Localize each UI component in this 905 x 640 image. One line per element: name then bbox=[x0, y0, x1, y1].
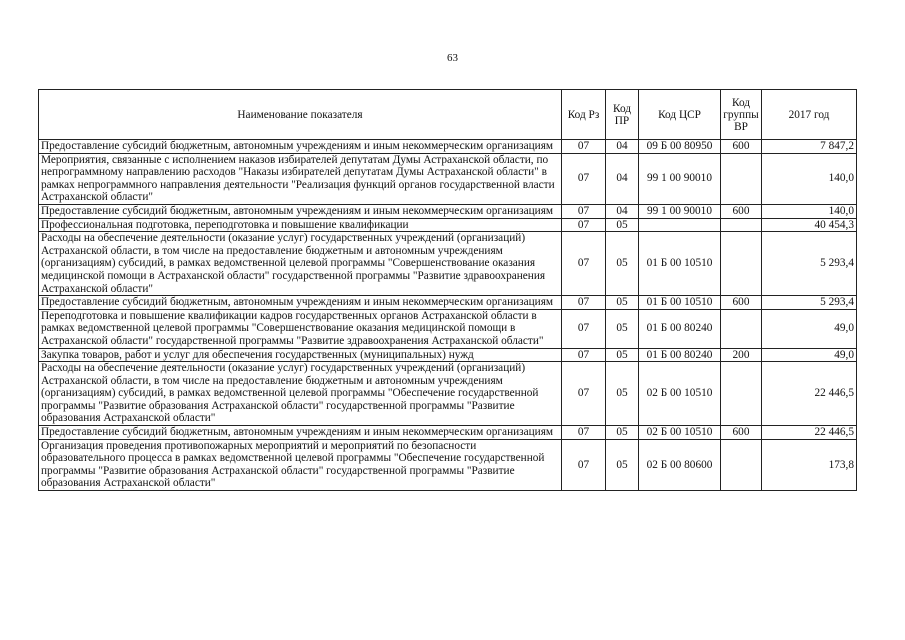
header-pr: Код ПР bbox=[606, 90, 639, 140]
page-number: 63 bbox=[447, 52, 458, 64]
row-rz: 07 bbox=[562, 362, 606, 426]
table-row bbox=[39, 232, 857, 296]
table-row bbox=[39, 296, 857, 310]
row-name: Профессиональная подготовка, переподготовка и повышение квалификации bbox=[39, 218, 562, 232]
row-amount: 40 454,3 bbox=[762, 218, 857, 232]
row-csr bbox=[639, 218, 721, 232]
row-vr: 200 bbox=[721, 348, 762, 362]
table-row bbox=[39, 362, 857, 426]
table-row bbox=[39, 439, 857, 490]
row-vr bbox=[721, 232, 762, 296]
table-row bbox=[39, 153, 857, 204]
row-amount: 5 293,4 bbox=[762, 232, 857, 296]
row-csr: 01 Б 00 80240 bbox=[639, 309, 721, 348]
row-name: Предоставление субсидий бюджетным, автономным учреждениям и иным некоммерческим организациям bbox=[39, 296, 562, 310]
table-row bbox=[39, 426, 857, 440]
row-rz: 07 bbox=[562, 296, 606, 310]
row-csr: 01 Б 00 80240 bbox=[639, 348, 721, 362]
table-row bbox=[39, 140, 857, 154]
row-amount: 140,0 bbox=[762, 153, 857, 204]
row-csr: 99 1 00 90010 bbox=[639, 153, 721, 204]
table-row bbox=[39, 218, 857, 232]
row-name: Предоставление субсидий бюджетным, автономным учреждениям и иным некоммерческим организациям bbox=[39, 426, 562, 440]
row-vr: 600 bbox=[721, 296, 762, 310]
row-amount: 49,0 bbox=[762, 309, 857, 348]
row-amount: 5 293,4 bbox=[762, 296, 857, 310]
row-pr: 05 bbox=[606, 218, 639, 232]
row-vr bbox=[721, 362, 762, 426]
row-name: Предоставление субсидий бюджетным, автономным учреждениям и иным некоммерческим организациям bbox=[39, 140, 562, 154]
header-rz: Код Рз bbox=[562, 90, 606, 140]
row-vr bbox=[721, 439, 762, 490]
row-rz: 07 bbox=[562, 309, 606, 348]
row-vr bbox=[721, 218, 762, 232]
budget-table bbox=[38, 89, 857, 491]
row-rz: 07 bbox=[562, 218, 606, 232]
row-amount: 7 847,2 bbox=[762, 140, 857, 154]
row-name: Предоставление субсидий бюджетным, автономным учреждениям и иным некоммерческим организациям bbox=[39, 204, 562, 218]
row-csr: 01 Б 00 10510 bbox=[639, 296, 721, 310]
row-rz: 07 bbox=[562, 232, 606, 296]
header-year: 2017 год bbox=[762, 90, 857, 140]
row-pr: 04 bbox=[606, 140, 639, 154]
row-rz: 07 bbox=[562, 439, 606, 490]
row-pr: 05 bbox=[606, 348, 639, 362]
row-rz: 07 bbox=[562, 426, 606, 440]
row-vr: 600 bbox=[721, 426, 762, 440]
row-vr: 600 bbox=[721, 204, 762, 218]
row-amount: 49,0 bbox=[762, 348, 857, 362]
row-name: Расходы на обеспечение деятельности (оказание услуг) государственных учреждений (организаций) Астраханской области, в том числе на предоставление бюджетным и автономным учреждениям (организациям) субсидий, в рамках ведомственной целевой программы "Обеспечение государственной программы "Развитие образования Астраханской области" государственной программы "Развитие образования Астраханской области" bbox=[39, 362, 562, 426]
row-csr: 02 Б 00 10510 bbox=[639, 362, 721, 426]
row-pr: 05 bbox=[606, 362, 639, 426]
row-pr: 05 bbox=[606, 296, 639, 310]
row-rz: 07 bbox=[562, 204, 606, 218]
row-name: Закупка товаров, работ и услуг для обеспечения государственных (муниципальных) нужд bbox=[39, 348, 562, 362]
row-pr: 05 bbox=[606, 309, 639, 348]
row-name: Организация проведения противопожарных мероприятий и мероприятий по безопасности образовательного процесса в рамках ведомственной целевой программы "Обеспечение государственной программы "Развитие образования Астраханской области" государственной программы "Развитие образования Астраханской области" bbox=[39, 439, 562, 490]
row-amount: 173,8 bbox=[762, 439, 857, 490]
row-amount: 22 446,5 bbox=[762, 362, 857, 426]
table-row bbox=[39, 204, 857, 218]
header-csr: Код ЦСР bbox=[639, 90, 721, 140]
row-csr: 01 Б 00 10510 bbox=[639, 232, 721, 296]
row-pr: 04 bbox=[606, 204, 639, 218]
row-pr: 05 bbox=[606, 232, 639, 296]
row-vr bbox=[721, 309, 762, 348]
row-pr: 05 bbox=[606, 426, 639, 440]
row-vr: 600 bbox=[721, 140, 762, 154]
row-pr: 05 bbox=[606, 439, 639, 490]
row-amount: 140,0 bbox=[762, 204, 857, 218]
row-name: Переподготовка и повышение квалификации кадров государственных органов Астраханской области в рамках ведомственной целевой программы "Совершенствование оказания медицинской помощи в Астраханской области" государственной программы "Развитие здравоохранения Астраханской области" bbox=[39, 309, 562, 348]
row-csr: 09 Б 00 80950 bbox=[639, 140, 721, 154]
row-name: Мероприятия, связанные с исполнением наказов избирателей депутатам Думы Астраханской области, по непрограммному направлению расходов "Наказы избирателей депутатам Думы Астраханской области" в рамках непрограммного направления деятельности "Реализация функций органов государственной власти Астраханской области" bbox=[39, 153, 562, 204]
row-csr: 02 Б 00 80600 bbox=[639, 439, 721, 490]
row-rz: 07 bbox=[562, 140, 606, 154]
table-row bbox=[39, 309, 857, 348]
row-rz: 07 bbox=[562, 153, 606, 204]
header-vr: Код группы ВР bbox=[721, 90, 762, 140]
row-pr: 04 bbox=[606, 153, 639, 204]
header-row bbox=[39, 90, 857, 140]
row-amount: 22 446,5 bbox=[762, 426, 857, 440]
row-vr bbox=[721, 153, 762, 204]
row-name: Расходы на обеспечение деятельности (оказание услуг) государственных учреждений (организаций) Астраханской области, в том числе на предоставление бюджетным и автономным учреждениям (организациям) субсидий, в рамках ведомственной целевой программы "Совершенствование оказания медицинской помощи в Астраханской области" государственной программы "Развитие здравоохранения Астраханской области" bbox=[39, 232, 562, 296]
row-rz: 07 bbox=[562, 348, 606, 362]
header-name: Наименование показателя bbox=[39, 90, 562, 140]
row-csr: 02 Б 00 10510 bbox=[639, 426, 721, 440]
table-row bbox=[39, 348, 857, 362]
row-csr: 99 1 00 90010 bbox=[639, 204, 721, 218]
